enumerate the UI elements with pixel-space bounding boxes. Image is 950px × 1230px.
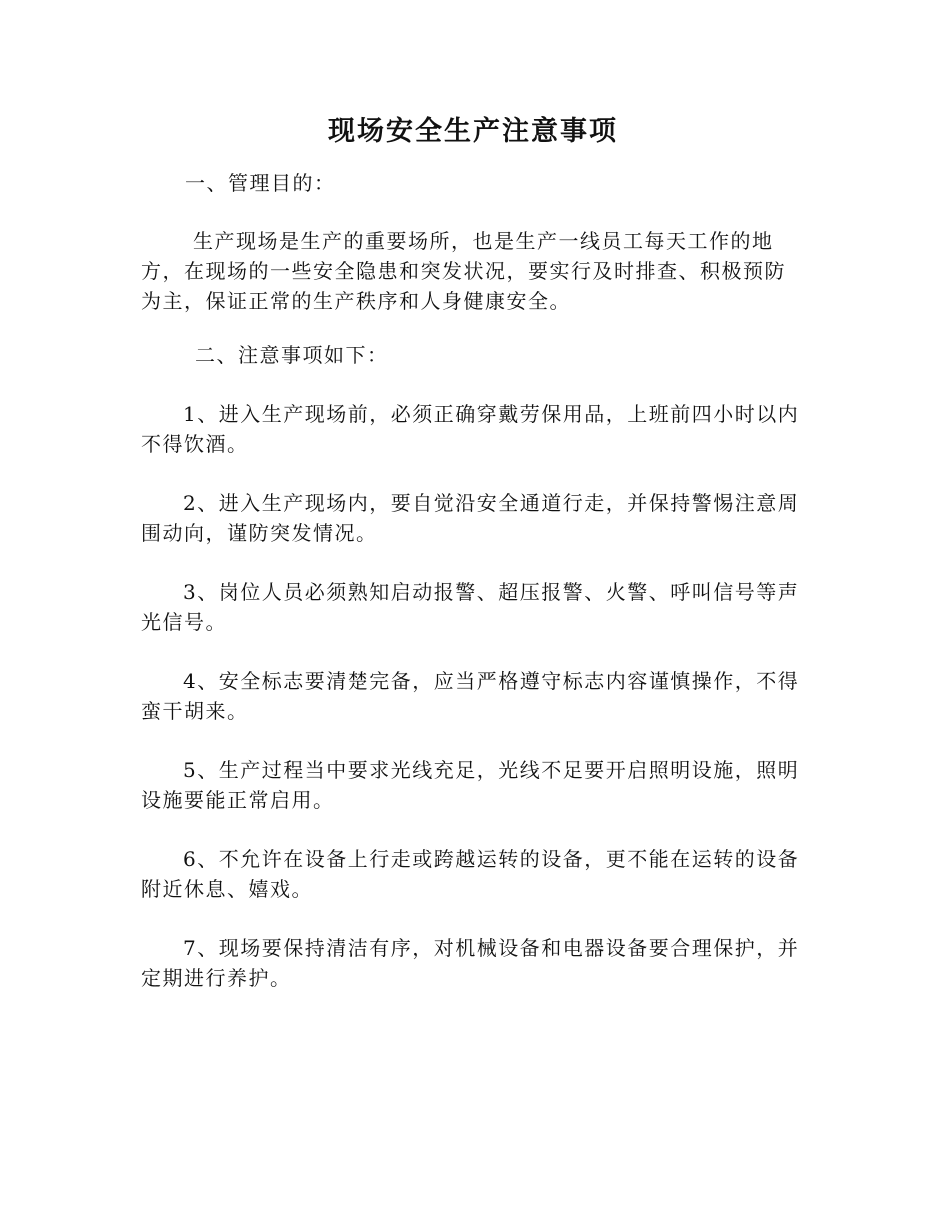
list-item: 1、进入生产现场前，必须正确穿戴劳保用品，上班前四小时以内不得饮酒。 — [141, 402, 800, 456]
list-item: 5、生产过程当中要求光线充足，光线不足要开启照明设施，照明设施要能正常启用。 — [141, 758, 800, 812]
list-item: 2、进入生产现场内，要自觉沿安全通道行走，并保持警惕注意周围动向，谨防突发情况。 — [141, 491, 800, 545]
list-item: 7、现场要保持清洁有序，对机械设备和电器设备要合理保护，并定期进行养护。 — [141, 936, 800, 990]
document-body — [141, 112, 805, 993]
intro-paragraph: 生产现场是生产的重要场所，也是生产一线员工每天工作的地方，在现场的一些安全隐患和突发状况，要实行及时排查、积极预防为主，保证正常的生产秩序和人身健康安全。 — [141, 229, 786, 313]
list-item: 6、不允许在设备上行走或跨越运转的设备，更不能在运转的设备附近休息、嬉戏。 — [141, 847, 800, 901]
document-title: 现场安全生产注意事项 — [328, 116, 618, 147]
section-heading-purpose: 一、管理目的： — [185, 171, 336, 195]
list-item: 3、岗位人员必须熟知启动报警、超压报警、火警、呼叫信号等声光信号。 — [141, 580, 800, 634]
section-heading-notes: 二、注意事项如下： — [195, 343, 389, 367]
list-item: 4、安全标志要清楚完备，应当严格遵守标志内容谨慎操作，不得蛮干胡来。 — [141, 669, 800, 723]
